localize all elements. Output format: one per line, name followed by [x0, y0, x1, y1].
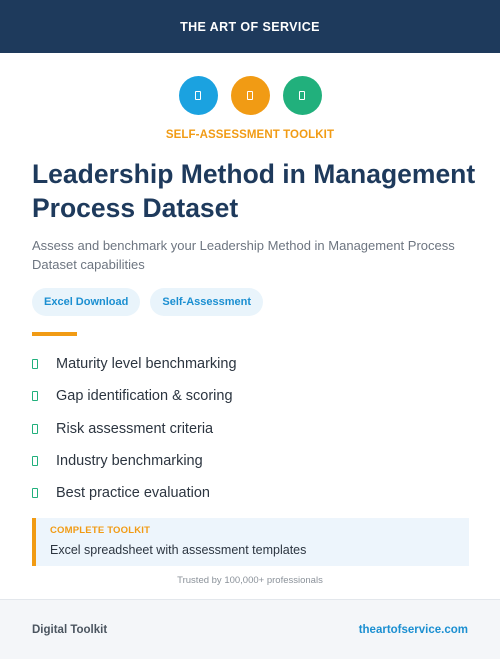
document-icon — [231, 76, 270, 115]
document-check-icon — [32, 424, 38, 434]
document-check-icon — [32, 456, 38, 466]
accent-divider — [32, 332, 77, 336]
feature-label: Industry benchmarking — [56, 453, 203, 470]
feature-label: Maturity level benchmarking — [56, 356, 237, 373]
tag-list — [32, 288, 263, 316]
document-icon — [283, 76, 322, 115]
list-item — [32, 413, 237, 445]
tag-excel-download[interactable]: Excel Download — [32, 288, 140, 316]
document-check-icon — [32, 359, 38, 369]
document-check-icon — [32, 488, 38, 498]
feature-label: Best practice evaluation — [56, 485, 210, 502]
document-check-icon — [32, 391, 38, 401]
callout-text: Excel spreadsheet with assessment templates — [50, 543, 307, 557]
list-item — [32, 477, 237, 509]
list-item — [32, 380, 237, 412]
footer-bar — [0, 599, 500, 659]
toolkit-kicker: SELF-ASSESSMENT TOOLKIT — [165, 129, 335, 141]
page-subtitle: Assess and benchmark your Leadership Method in Management Process Dataset capabilities — [32, 238, 455, 272]
footer-label: Digital Toolkit — [32, 623, 108, 636]
feature-label: Risk assessment criteria — [56, 420, 214, 437]
list-item — [32, 445, 237, 477]
page-title: Leadership Method in Management Process Dataset — [32, 159, 476, 223]
callout-kicker: COMPLETE TOOLKIT — [50, 525, 151, 536]
website-link[interactable]: theartofservice.com — [358, 623, 468, 636]
header-bar — [0, 0, 500, 53]
toolkit-callout — [32, 518, 469, 566]
feature-list — [32, 348, 237, 509]
icon-row — [0, 76, 500, 115]
document-icon — [179, 76, 218, 115]
tag-self-assessment[interactable]: Self-Assessment — [150, 288, 263, 316]
brand-name: THE ART OF SERVICE — [180, 19, 320, 34]
list-item — [32, 348, 237, 380]
trust-note: Trusted by 100,000+ professionals — [177, 575, 323, 586]
feature-label: Gap identification & scoring — [56, 388, 233, 405]
